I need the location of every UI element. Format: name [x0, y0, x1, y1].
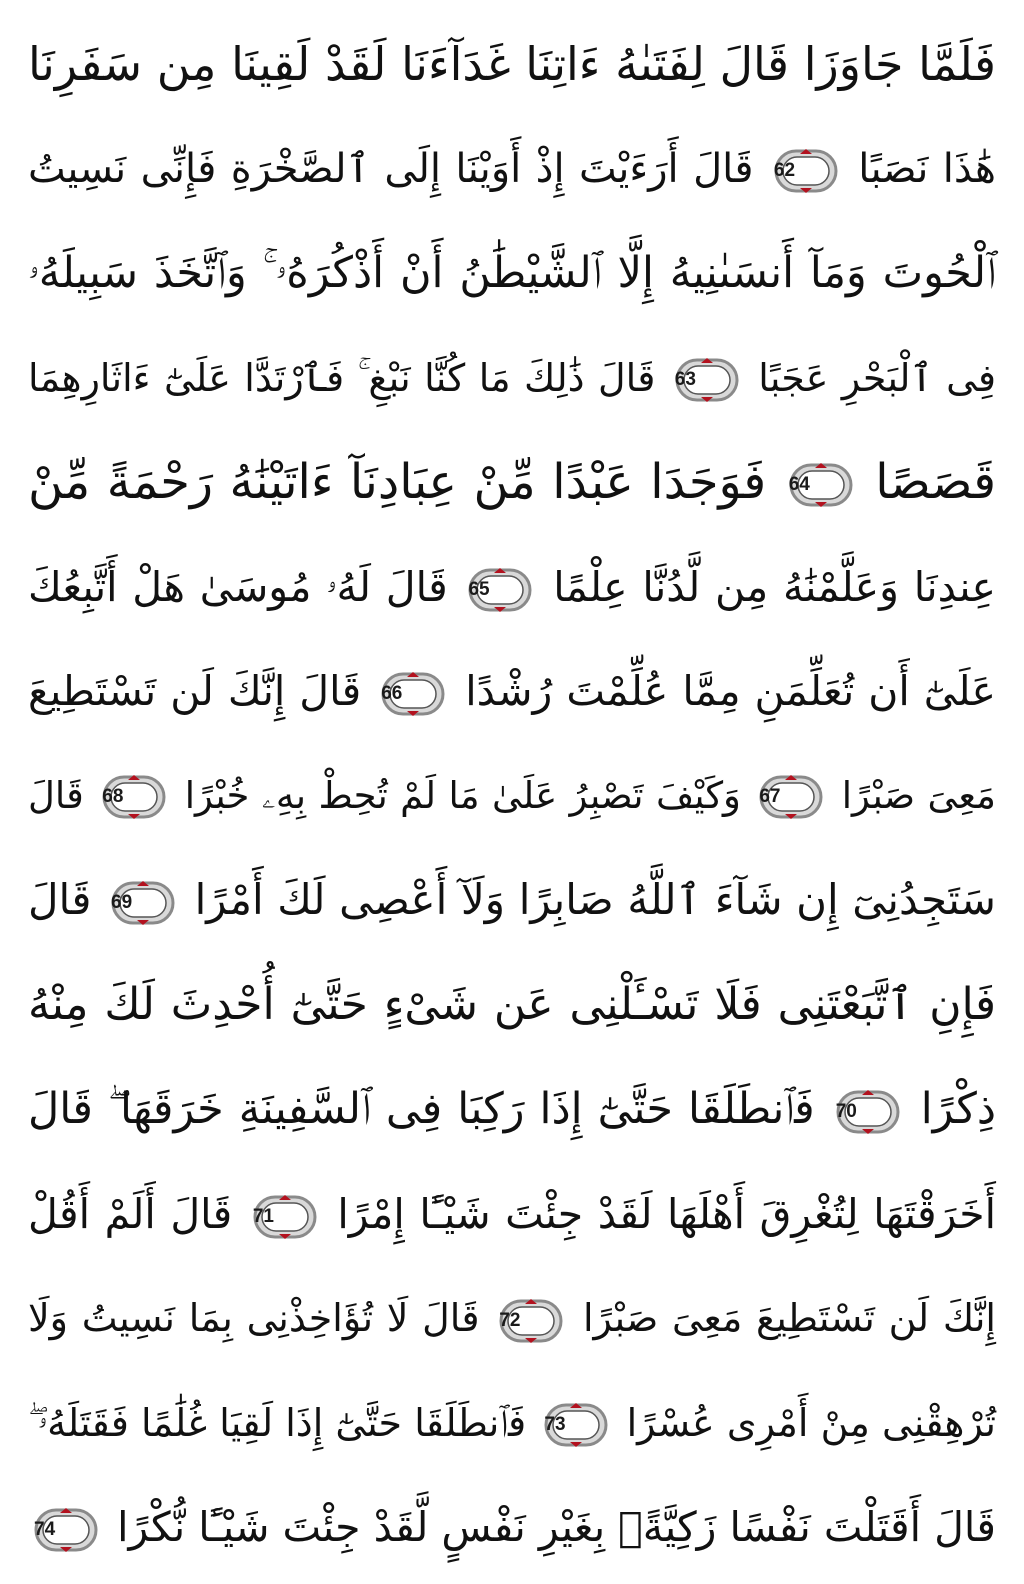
- verse-text: قَالَ: [28, 875, 92, 924]
- ayah-number: 74: [34, 1519, 56, 1540]
- verse-line: [28, 951, 996, 1059]
- verse-line: [28, 115, 996, 223]
- verse-line: [28, 219, 996, 327]
- verse-text: قَالَ لَهُۥ مُوسَىٰ هَلْ أَتَّبِعُكَ: [28, 562, 448, 611]
- verse-text: وَكَيْفَ تَصْبِرُ عَلَىٰ مَا لَمْ تُحِطْ بِهِۦ خُبْرًا: [184, 773, 741, 817]
- verse-line: [28, 742, 996, 850]
- ayah-number: 70: [835, 1100, 857, 1122]
- ayah-number: 68: [102, 786, 124, 807]
- ayah-number: 72: [499, 1309, 521, 1331]
- verse-text: قَالَ أَلَمْ أَقُلْ: [28, 1189, 233, 1238]
- verse-text: هَٰذَا نَصَبًا: [858, 145, 996, 192]
- ayah-number-marker: [675, 357, 739, 403]
- verse-line: [28, 1160, 996, 1268]
- ayah-number: 65: [468, 578, 490, 600]
- verse-line: [28, 428, 996, 536]
- verse-line: [28, 1055, 996, 1163]
- ayah-number-marker: [468, 567, 532, 613]
- ayah-number: 67: [759, 786, 781, 807]
- verse-text: فِى ٱلْبَحْرِ عَجَبًا: [758, 355, 996, 400]
- verse-line: [28, 846, 996, 954]
- ayah-number: 63: [674, 369, 696, 390]
- ayah-number: 73: [544, 1414, 566, 1435]
- verse-text: قَالَ لَا تُؤَاخِذْنِى بِمَا نَسِيتُ وَلَا: [28, 1296, 480, 1340]
- verse-text: ذِكْرًا: [920, 1084, 996, 1134]
- verse-text: تُرْهِقْنِى مِنْ أَمْرِى عُسْرًا: [626, 1400, 996, 1445]
- ayah-number-marker: [544, 1402, 608, 1448]
- verse-text: مَعِىَ صَبْرًا: [841, 773, 996, 817]
- verse-text: فَٱنطَلَقَا حَتَّىٰٓ إِذَا لَقِيَا غُلَٰمًا فَقَتَلَهُۥ ۖ: [28, 1400, 527, 1445]
- verse-text: فَإِنِ ٱتَّبَعْتَنِى فَلَا تَسْـَٔلْنِى عَن شَىْءٍ حَتَّىٰٓ أُحْدِثَ لَكَ مِنْهُ: [28, 978, 996, 1030]
- verse-line: [28, 637, 996, 745]
- ayah-number: 64: [788, 474, 810, 495]
- verse-text: ٱلْحُوتَ وَمَآ أَنسَىٰنِيهُ إِلَّا ٱلشَّيْطَٰنُ أَنْ أَذْكُرَهُۥ ۚ وَٱتَّخَذَ سَبِيلَهُۥ: [28, 248, 996, 298]
- verse-text: أَخَرَقْتَهَا لِتُغْرِقَ أَهْلَهَا لَقَدْ جِئْتَ شَيْـًٔا إِمْرًا: [337, 1189, 996, 1238]
- verse-line: [28, 1473, 996, 1581]
- verse-text: قَصَصًا: [875, 454, 997, 510]
- verse-text: قَالَ ذَٰلِكَ مَا كُنَّا نَبْغِ ۚ فَٱرْتَدَّا عَلَىٰٓ ءَاثَارِهِمَا: [28, 355, 656, 400]
- ayah-number-marker: [381, 671, 445, 717]
- ayah-number: 71: [252, 1205, 274, 1227]
- verse-text: قَالَ إِنَّكَ لَن تَسْتَطِيعَ: [28, 667, 362, 715]
- verse-text: قَالَ أَقَتَلْتَ نَفْسًا زَكِيَّةًۢ بِغَيْرِ نَفْسٍ لَّقَدْ جِئْتَ شَيْـًٔا نُّكْرًا: [117, 1503, 996, 1551]
- verse-text: إِنَّكَ لَن تَسْتَطِيعَ مَعِىَ صَبْرًا: [582, 1296, 996, 1340]
- ayah-number-marker: [253, 1194, 317, 1240]
- verse-line: [28, 324, 996, 432]
- verse-text: فَٱنطَلَقَا حَتَّىٰٓ إِذَا رَكِبَا فِى ٱلسَّفِينَةِ خَرَقَهَا ۖ قَالَ: [28, 1084, 815, 1134]
- verse-text: فَلَمَّا جَاوَزَا قَالَ لِفَتَىٰهُ ءَاتِنَا غَدَآءَنَا لَقَدْ لَقِينَا مِن سَفَرِنَا: [28, 37, 996, 91]
- ayah-number-marker: [499, 1298, 563, 1344]
- verse-text: عَلَىٰٓ أَن تُعَلِّمَنِ مِمَّا عُلِّمْتَ رُشْدًا: [465, 667, 996, 715]
- verse-line: [28, 1264, 996, 1372]
- ayah-number-marker: [759, 774, 823, 820]
- ayah-number-marker: [34, 1507, 98, 1553]
- verse-text: فَوَجَدَا عَبْدًا مِّنْ عِبَادِنَآ ءَاتَيْنَٰهُ رَحْمَةً مِّنْ: [28, 454, 767, 510]
- ayah-number: 62: [773, 159, 796, 181]
- ayah-number-marker: [836, 1089, 900, 1135]
- verse-text: سَتَجِدُنِىٓ إِن شَآءَ ٱللَّهُ صَابِرًا وَلَآ أَعْصِى لَكَ أَمْرًا: [194, 875, 996, 924]
- ayah-number-marker: [774, 148, 838, 194]
- verse-line: [28, 1369, 996, 1477]
- ayah-number-marker: [789, 462, 853, 508]
- ayah-number-marker: [111, 880, 175, 926]
- verse-text: قَالَ: [28, 773, 84, 817]
- ayah-number: 69: [111, 891, 133, 913]
- verse-text: عِندِنَا وَعَلَّمْنَٰهُ مِن لَّدُنَّا عِلْمًا: [553, 562, 996, 611]
- verse-line: [28, 533, 996, 641]
- verse-line: [28, 10, 996, 118]
- verse-text: قَالَ أَرَءَيْتَ إِذْ أَوَيْنَا إِلَى ٱلصَّخْرَةِ فَإِنِّى نَسِيتُ: [28, 145, 754, 192]
- ayah-number: 66: [381, 683, 403, 704]
- ayah-number-marker: [102, 774, 166, 820]
